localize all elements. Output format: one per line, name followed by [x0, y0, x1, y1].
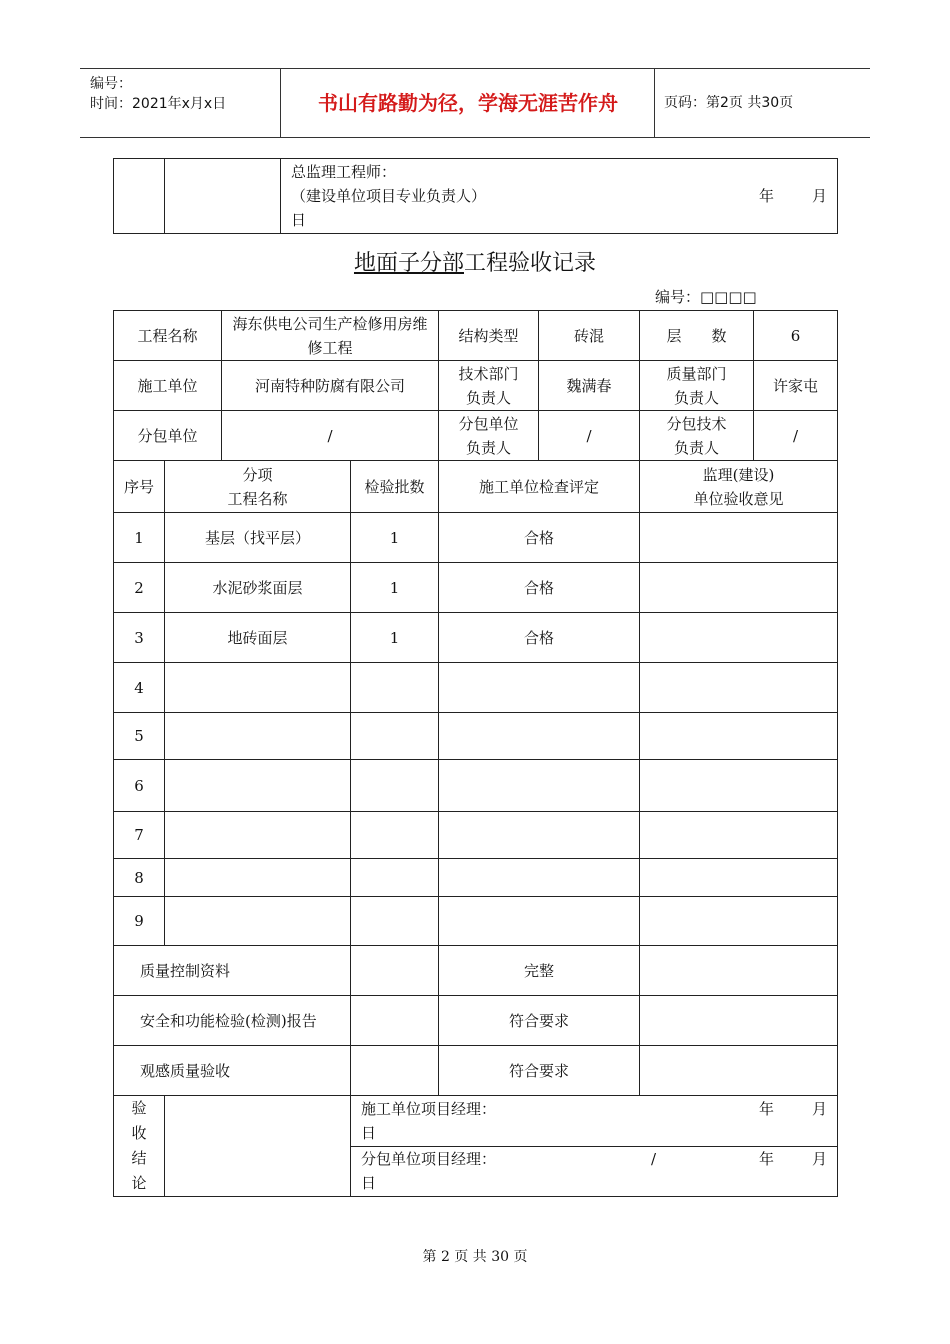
chief-supervisor-signoff — [281, 159, 838, 234]
row-batches — [351, 713, 439, 760]
project-name-label: 工程名称 — [114, 311, 222, 361]
empty-cell — [165, 159, 281, 234]
sub-manager-signoff: 分包单位项目经理： / 年 月 日 — [351, 1146, 838, 1197]
row-item-name: 基层（找平层） — [165, 513, 351, 563]
row-item-name: 水泥砂浆面层 — [165, 563, 351, 613]
title-underlined: 地面子分部 — [353, 251, 464, 276]
page-footer: 第 2 页 共 30 页 — [422, 1249, 528, 1265]
row-opinion — [640, 613, 838, 663]
row-no: 7 — [114, 812, 165, 859]
quality-head-value: 许家屯 — [754, 361, 838, 411]
header-divider — [654, 69, 655, 137]
summary-opinion — [640, 1046, 838, 1096]
info-row-project — [114, 311, 838, 361]
table-row — [114, 713, 838, 760]
row-self-check — [439, 760, 640, 812]
sub-tech-label: 分包技术负责人 — [640, 411, 754, 461]
acceptance-record-table — [113, 310, 838, 1197]
row-self-check: 合格 — [439, 513, 640, 563]
summary-opinion — [640, 996, 838, 1046]
table-row — [114, 812, 838, 859]
sub-tech-value: / — [754, 411, 838, 461]
sub-manager-value: / — [651, 1150, 657, 1169]
structure-type-label: 结构类型 — [439, 311, 539, 361]
tech-head-value: 魏满春 — [539, 361, 640, 411]
table-row — [114, 897, 838, 946]
table-row — [114, 513, 838, 563]
header-meta — [80, 69, 280, 137]
doc-code-label: 编号： — [90, 76, 132, 92]
summary-row — [114, 996, 838, 1046]
project-name-value: 海东供电公司生产检修用房维修工程 — [222, 311, 439, 361]
summary-opinion — [640, 946, 838, 996]
subcontractor-value: / — [222, 411, 439, 461]
tech-head-label: 技术部门负责人 — [439, 361, 539, 411]
sub-head-label: 分包单位负责人 — [439, 411, 539, 461]
row-no: 5 — [114, 713, 165, 760]
row-item-name — [165, 897, 351, 946]
owner-rep-label: （建设单位项目专业负责人） 年 月 — [291, 187, 827, 205]
empty-cell — [114, 159, 165, 234]
chief-supervisor-label: 总监理工程师： — [291, 163, 397, 181]
sub-head-value: / — [539, 411, 640, 461]
signoff-day: 日 — [361, 1123, 377, 1142]
empty-cell — [165, 1096, 351, 1197]
row-self-check: 合格 — [439, 613, 640, 663]
subcontractor-label: 分包单位 — [114, 411, 222, 461]
summary-label: 观感质量验收 — [114, 1046, 351, 1096]
info-row-contractor — [114, 361, 838, 411]
summary-value: 符合要求 — [439, 1046, 640, 1096]
title-rest: 工程验收记录 — [464, 251, 597, 276]
row-self-check — [439, 897, 640, 946]
sub-manager-label: 分包单位项目经理： — [361, 1150, 497, 1169]
conclusion-row — [114, 1096, 838, 1147]
summary-row — [114, 946, 838, 996]
info-row-subcontractor — [114, 411, 838, 461]
row-opinion — [640, 897, 838, 946]
row-no: 1 — [114, 513, 165, 563]
row-no: 4 — [114, 663, 165, 713]
table-row — [114, 663, 838, 713]
table-row — [114, 760, 838, 812]
row-no: 6 — [114, 760, 165, 812]
table-row — [114, 613, 838, 663]
col-header-batches: 检验批数 — [351, 461, 439, 513]
row-item-name — [165, 663, 351, 713]
col-header-item: 分项 工程名称 — [165, 461, 351, 513]
row-opinion — [640, 760, 838, 812]
floors-label: 层 数 — [640, 311, 754, 361]
header-motto: 书山有路勤为径，学海无涯苦作舟 — [318, 91, 618, 115]
row-self-check — [439, 713, 640, 760]
row-batches: 1 — [351, 563, 439, 613]
column-header-row — [114, 461, 838, 513]
header-divider — [280, 69, 281, 137]
previous-signoff-table — [113, 158, 838, 234]
row-no: 3 — [114, 613, 165, 663]
row-batches: 1 — [351, 613, 439, 663]
contractor-label: 施工单位 — [114, 361, 222, 411]
row-self-check: 合格 — [439, 563, 640, 613]
row-opinion — [640, 563, 838, 613]
summary-label: 质量控制资料 — [114, 946, 351, 996]
row-batches — [351, 897, 439, 946]
row-opinion — [640, 812, 838, 859]
structure-type-value: 砖混 — [539, 311, 640, 361]
doc-number: 编号：□□□□ — [655, 288, 757, 306]
col-header-self-check: 施工单位检查评定 — [439, 461, 640, 513]
row-no: 9 — [114, 897, 165, 946]
table-row — [114, 859, 838, 897]
contractor-manager-label: 施工单位项目经理： — [361, 1099, 497, 1118]
row-opinion — [640, 513, 838, 563]
table-row — [114, 563, 838, 613]
row-item-name — [165, 760, 351, 812]
row-item-name — [165, 713, 351, 760]
signoff-day: 日 — [361, 1174, 377, 1193]
header-page-info: 页码：第2页 共30页 — [664, 95, 794, 111]
row-no: 2 — [114, 563, 165, 613]
row-batches: 1 — [351, 513, 439, 563]
row-item-name — [165, 812, 351, 859]
col-header-supervision: 监理(建设) 单位验收意见 — [640, 461, 838, 513]
row-batches — [351, 663, 439, 713]
row-opinion — [640, 859, 838, 897]
empty-cell — [351, 996, 439, 1046]
contractor-value: 河南特种防腐有限公司 — [222, 361, 439, 411]
summary-value: 符合要求 — [439, 996, 640, 1046]
row-opinion — [640, 713, 838, 760]
row-item-name — [165, 859, 351, 897]
summary-value: 完整 — [439, 946, 640, 996]
col-header-no: 序号 — [114, 461, 165, 513]
empty-cell — [351, 946, 439, 996]
doc-date: 时间：2021年x月x日 — [90, 96, 227, 112]
row-batches — [351, 859, 439, 897]
page-header — [80, 68, 870, 138]
row-self-check — [439, 812, 640, 859]
row-opinion — [640, 663, 838, 713]
quality-head-label: 质量部门负责人 — [640, 361, 754, 411]
row-self-check — [439, 859, 640, 897]
row-item-name: 地砖面层 — [165, 613, 351, 663]
conclusion-label: 验 收 结 论 — [114, 1096, 165, 1197]
signoff-day: 日 — [291, 211, 307, 229]
row-no: 8 — [114, 859, 165, 897]
summary-row — [114, 1046, 838, 1096]
contractor-manager-signoff: 施工单位项目经理： 年 月 日 — [351, 1096, 838, 1147]
floors-value: 6 — [754, 311, 838, 361]
summary-label: 安全和功能检验(检测)报告 — [114, 996, 351, 1046]
row-batches — [351, 812, 439, 859]
empty-cell — [351, 1046, 439, 1096]
page-title — [0, 246, 950, 277]
row-batches — [351, 760, 439, 812]
row-self-check — [439, 663, 640, 713]
